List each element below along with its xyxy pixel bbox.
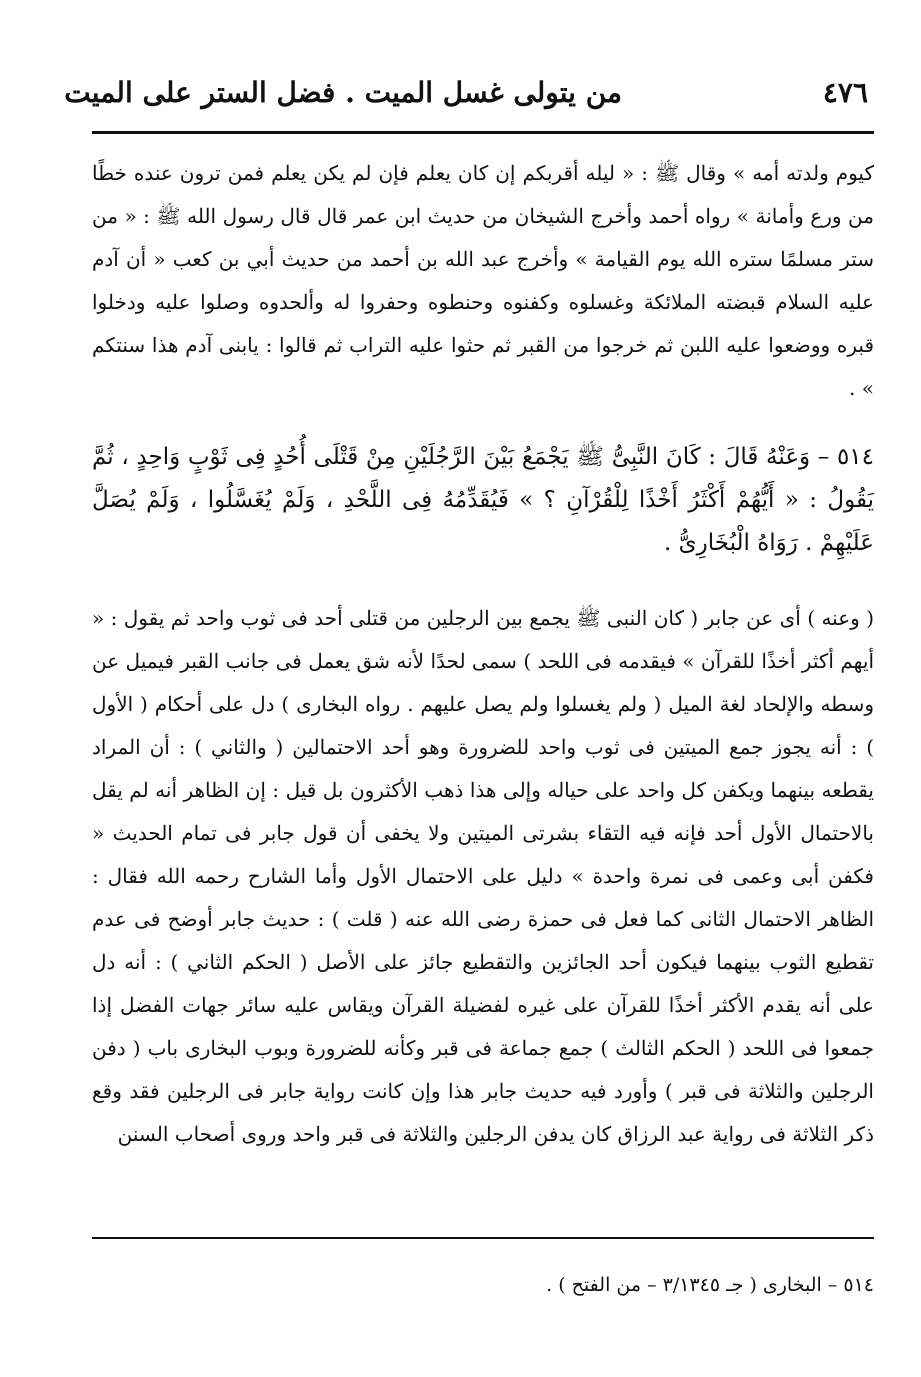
running-title: من يتولى غسل الميت . فضل الستر على الميت [64,76,622,109]
commentary-text-1: كيوم ولدته أمه » وقال ﷺ : « ليله أقربكم إن كان يعلم فإن لم يكن يعلم فمن ترون عنده خطًا من ورع وأمانة » رواه أحمد وأخرج الشيخان من حديث ابن عمر قال قال رسول الله ﷺ : « من ستر مسلمًا ستره الله يوم القيامة » وأخرج عبد الله بن أحمد من حديث أبي بن كعب « أن آدم عليه السلام قبضته الملائكة وغسلوه وكفنوه وحنطوه وحفروا له وألحدوه وصلوا عليه ودخلوا قبره ووضعوا عليه اللبن ثم خرجوا من القبر ثم حثوا عليه التراب ثم قالوا : يابنى آدم هذا سنتكم » . [92,161,874,400]
commentary-text-2: ( وعنه ) أى عن جابر ( كان النبى ﷺ يجمع بين الرجلين من قتلى أحد فى ثوب واحد ثم يقول : « أيهم أكثر أخذًا للقرآن » فيقدمه فى اللحد ) سمى لحدًا لأنه شق يعمل فى جانب القبر فيميل عن وسطه والإلحاد لغة الميل ( ولم يغسلوا ولم يصل عليهم . رواه البخارى ) دل على أحكام ( الأول ) : أنه يجوز جمع الميتين فى ثوب واحد للضرورة وهو أحد الاحتمالين ( والثاني ) : أن المراد يقطعه بينهما ويكفن كل واحد على حياله وإلى هذا ذهب الأكثرون بل قيل : إن الظاهر أنه لم يقل بالاحتمال الأول أحد فإنه فيه التقاء بشرتى الميتين ولا يخفى أن قول جابر فى تمام الحديث « فكفن أبى وعمى فى نمرة واحدة » دليل على الاحتمال الأول وأما الشارح رحمه الله فقال : الظاهر الاحتمال الثانى كما فعل فى حمزة رضى الله عنه ( قلت ) : حديث جابر أوضح فى عدم تقطيع الثوب بينهما فيكون أحد الجائزين والتقطيع جائز على الأصل ( الحكم الثاني ) : أنه دل على أنه يقدم الأكثر أخذًا للقرآن على غيره لفضيلة القرآن ويقاس عليه سائر جهات الفضل إذا جمعوا فى اللحد ( الحكم الثالث ) جمع جماعة فى قبر وكأنه للضرورة وبوب البخارى باب ( دفن الرجلين والثلاثة فى قبر ) وأورد فيه حديث جابر هذا وإن كانت رواية جابر فى الرجلين فقد وقع ذكر الثلاثة فى رواية عبد الرزاق كان يدفن الرجلين والثلاثة فى قبر واحد وروى أصحاب السنن [92,606,874,1146]
hadith-text: ٥١٤ – وَعَنْهُ قَالَ : كَانَ النَّبِىُّ ﷺ يَجْمَعُ بَيْنَ الرَّجُلَيْنِ مِنْ قَتْلَى أُحُدٍ فِى ثَوْبٍ وَاحِدٍ ، ثُمَّ يَقُولُ : « أَيُّهُمْ أَكْثَرُ أَخْذًا لِلْقُرْآنِ ؟ » فَيُقَدِّمُهُ فِى اللَّحْدِ ، وَلَمْ يُغَسَّلُوا ، وَلَمْ يُصَلَّ عَلَيْهِمْ . رَوَاهُ الْبُخَارِىُّ . [92,444,874,556]
page-number: ٤٧٦ [822,76,868,109]
commentary-paragraph-2 [92,597,874,1156]
page-header [64,70,872,120]
commentary-paragraph-1 [92,152,874,410]
hadith-514 [92,436,874,565]
footnote-rule [92,1237,874,1239]
footnote: ٥١٤ – البخارى ( جـ ٣/١٣٤٥ – من الفتح ) . [546,1274,874,1296]
header-rule [92,131,874,134]
